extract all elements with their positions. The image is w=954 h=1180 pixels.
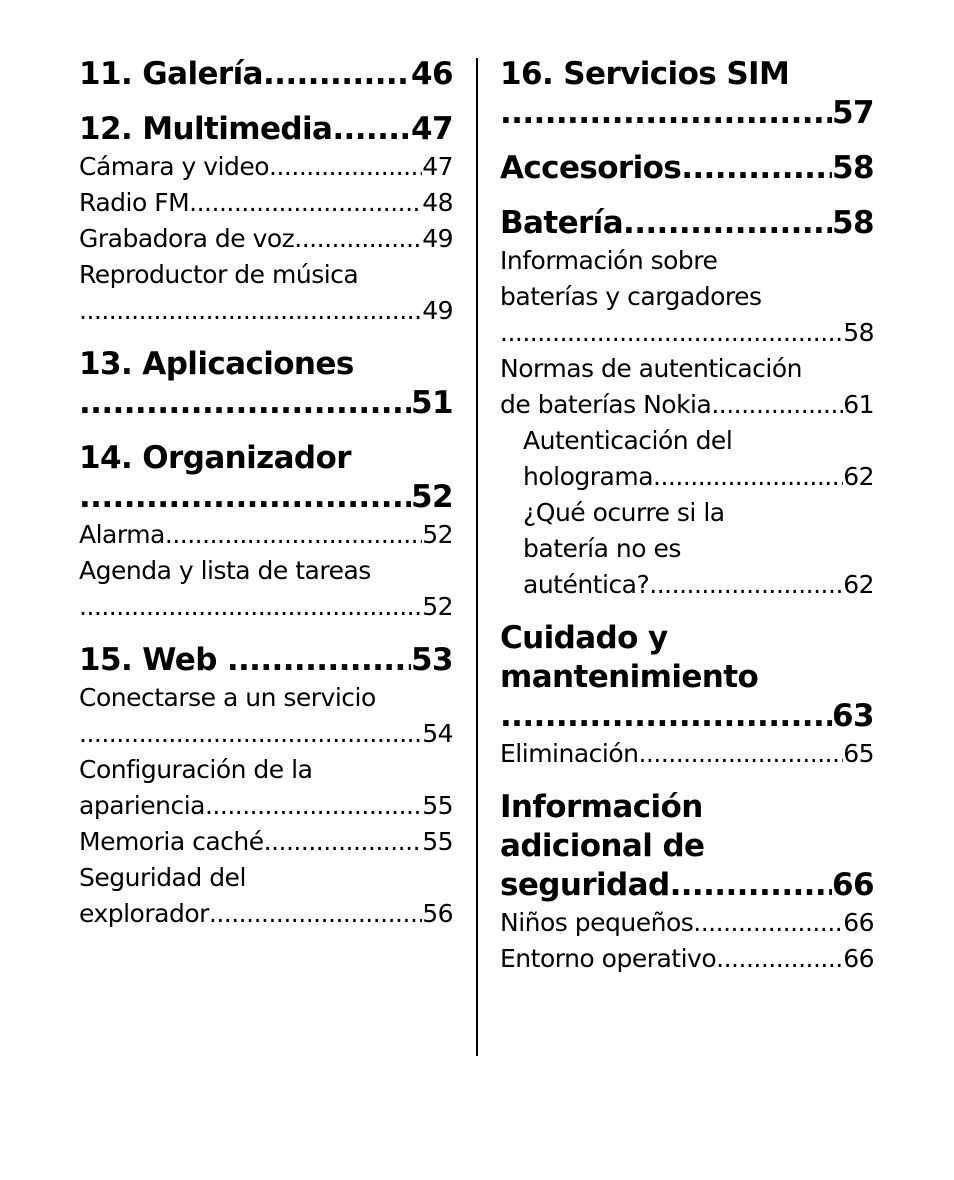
toc-entry-title-line: baterías y cargadores (500, 282, 762, 311)
toc-entry[interactable] (79, 824, 453, 860)
page-number: 52 (411, 479, 453, 515)
toc-section-multimedia (79, 110, 453, 329)
page-number: 58 (832, 150, 874, 186)
page-number: 56 (422, 899, 453, 928)
page-number: 62 (843, 570, 874, 599)
leader-dots (263, 55, 411, 94)
toc-entry[interactable] (500, 941, 874, 977)
toc-heading-title-line: adicional de (500, 828, 705, 864)
toc-heading-title: 16. Servicios SIM (500, 56, 790, 92)
toc-entry[interactable] (500, 243, 874, 351)
leader-dots (653, 459, 843, 495)
toc-section-aplicaciones (79, 345, 453, 423)
page-number: 57 (832, 95, 874, 131)
toc-heading-title-line: Cuidado y (500, 620, 668, 656)
toc-heading[interactable] (500, 149, 874, 188)
toc-section-galeria (79, 55, 453, 94)
toc-entry-title: Radio FM (79, 188, 190, 217)
toc-section-informacion-seguridad (500, 788, 874, 977)
toc-right-column (500, 55, 874, 993)
toc-heading[interactable] (500, 55, 874, 133)
toc-entry[interactable] (79, 517, 453, 553)
page-number: 55 (422, 791, 453, 820)
toc-heading[interactable] (79, 345, 453, 423)
toc-entry-title-line: batería no es (523, 534, 681, 563)
toc-heading-title: seguridad (500, 867, 670, 903)
toc-entry[interactable] (79, 149, 453, 185)
page-number: 66 (832, 867, 874, 903)
toc-entry-title: Alarma (79, 520, 165, 549)
page-number: 65 (843, 739, 874, 768)
leader-dots (500, 94, 832, 133)
leader-dots (670, 866, 832, 905)
leader-dots (649, 567, 843, 603)
toc-entry-title: Entorno operativo (500, 944, 717, 973)
toc-entry[interactable] (79, 221, 453, 257)
toc-entry-title-line: Seguridad del (79, 863, 246, 892)
page-number: 61 (843, 390, 874, 419)
page-number: 49 (422, 296, 453, 325)
toc-heading-title: 11. Galería (79, 56, 263, 92)
toc-heading-title: Accesorios (500, 150, 682, 186)
leader-dots (209, 896, 422, 932)
toc-entry[interactable] (500, 905, 874, 941)
leader-dots (716, 941, 843, 977)
toc-section-servicios-sim (500, 55, 874, 133)
toc-heading[interactable] (500, 204, 874, 243)
page-number: 51 (411, 385, 453, 421)
toc-heading-title-line: mantenimiento (500, 659, 759, 695)
toc-entry[interactable] (79, 680, 453, 752)
toc-entry-title: Cámara y video (79, 152, 270, 181)
toc-entry-title: Grabadora de voz (79, 224, 295, 253)
toc-entry-title: holograma (523, 462, 654, 491)
toc-entry[interactable] (500, 351, 874, 423)
toc-heading[interactable] (500, 619, 874, 736)
toc-subentry[interactable] (500, 423, 874, 495)
leader-dots (500, 697, 832, 736)
toc-entry-title: Memoria caché (79, 827, 264, 856)
leader-dots (79, 716, 422, 752)
toc-entry[interactable] (79, 860, 453, 932)
page-number: 58 (843, 318, 874, 347)
toc-entry-title: Conectarse a un servicio (79, 683, 376, 712)
toc-entry-title: apariencia (79, 791, 205, 820)
page-number: 48 (422, 188, 453, 217)
leader-dots (332, 110, 411, 149)
leader-dots (711, 387, 843, 423)
toc-entry-title: de baterías Nokia (500, 390, 712, 419)
toc-heading-title: Batería (500, 205, 624, 241)
leader-dots (681, 149, 832, 188)
toc-entry[interactable] (79, 752, 453, 824)
leader-dots (227, 641, 411, 680)
toc-heading-title: 13. Aplicaciones (79, 346, 354, 382)
leader-dots (264, 824, 423, 860)
toc-heading[interactable] (79, 110, 453, 149)
toc-entry-title-line: Normas de autenticación (500, 354, 803, 383)
toc-heading[interactable] (500, 788, 874, 905)
leader-dots (623, 204, 832, 243)
toc-entry-title: explorador (79, 899, 209, 928)
toc-section-bateria (500, 204, 874, 603)
toc-section-organizador (79, 439, 453, 625)
toc-entry-title: Agenda y lista de tareas (79, 556, 371, 585)
leader-dots (165, 517, 422, 553)
leader-dots (79, 293, 422, 329)
toc-left-column (79, 55, 453, 948)
leader-dots (500, 315, 843, 351)
page-number: 54 (422, 719, 453, 748)
leader-dots (79, 589, 422, 625)
page-number: 52 (422, 520, 453, 549)
toc-heading-title: 14. Organizador (79, 440, 351, 476)
toc-heading[interactable] (79, 641, 453, 680)
page-number: 46 (411, 56, 453, 92)
toc-entry[interactable] (79, 185, 453, 221)
page-number: 47 (411, 111, 453, 147)
page-number: 58 (832, 205, 874, 241)
toc-subentry[interactable] (500, 495, 874, 603)
leader-dots (638, 736, 843, 772)
toc-heading-title: 15. Web (79, 642, 217, 678)
leader-dots (79, 478, 411, 517)
toc-entry-title: auténtica? (523, 570, 650, 599)
leader-dots (269, 149, 422, 185)
toc-entry-title: Eliminación (500, 739, 639, 768)
toc-entry-title: Niños pequeños (500, 908, 694, 937)
page-number: 53 (411, 642, 453, 678)
page-number: 62 (843, 462, 874, 491)
toc-entry-title: Reproductor de música (79, 260, 359, 289)
toc-entry[interactable] (500, 736, 874, 772)
toc-section-web (79, 641, 453, 932)
toc-entry[interactable] (79, 257, 453, 329)
leader-dots (189, 185, 422, 221)
toc-entry-title-line: ¿Qué ocurre si la (523, 498, 725, 527)
toc-section-accesorios (500, 149, 874, 188)
toc-heading[interactable] (79, 55, 453, 94)
page-number: 52 (422, 592, 453, 621)
column-divider (476, 58, 478, 1056)
page-number: 49 (422, 224, 453, 253)
leader-dots (205, 788, 422, 824)
page-number: 63 (832, 698, 874, 734)
page-number: 66 (843, 944, 874, 973)
toc-entry-title-line: Autenticación del (523, 426, 733, 455)
toc-heading-title: 12. Multimedia (79, 111, 333, 147)
toc-heading-title-line: Información (500, 789, 703, 825)
toc-entry-title-line: Información sobre (500, 246, 718, 275)
toc-section-cuidado (500, 619, 874, 772)
toc-heading[interactable] (79, 439, 453, 517)
leader-dots (294, 221, 422, 257)
toc-entry-title-line: Configuración de la (79, 755, 313, 784)
leader-dots (79, 384, 411, 423)
toc-entry[interactable] (79, 553, 453, 625)
page-number: 66 (843, 908, 874, 937)
leader-dots (693, 905, 843, 941)
page-number: 55 (422, 827, 453, 856)
page-number: 47 (422, 152, 453, 181)
